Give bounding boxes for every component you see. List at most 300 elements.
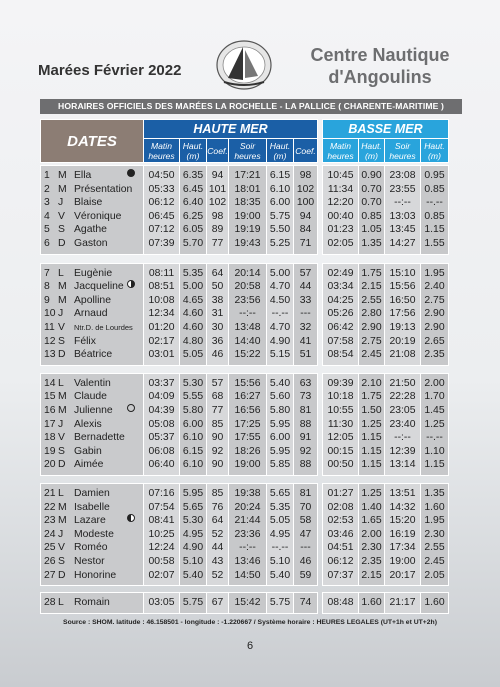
day-letter: L	[58, 377, 64, 389]
hm-matin-height: 6.10	[182, 432, 204, 444]
week-group	[41, 263, 449, 365]
bm-soir-height: 1.70	[424, 391, 445, 403]
bm-soir-height: 2.40	[424, 281, 445, 293]
bm-soir-time: 21:50	[389, 377, 416, 389]
hm-soir-coef-cell	[294, 483, 318, 585]
bm-matin-height: 1.15	[361, 459, 382, 471]
hm-matin-height-cell	[180, 483, 207, 585]
bm-matin-time: 08:48	[327, 597, 354, 609]
hm-soir-coef: 102	[296, 183, 315, 195]
bm-matin-time: 11:30	[327, 418, 354, 430]
day-entry	[44, 280, 143, 294]
hm-matin-height: 5.95	[182, 487, 204, 499]
day-letter: V	[58, 432, 65, 444]
bm-soir-height: 1.60	[424, 501, 445, 513]
day-number: 24	[44, 528, 56, 540]
col-bm-soir: Soir heures	[385, 139, 421, 163]
bm-matin-height-cell	[359, 166, 385, 255]
day-number: 18	[44, 432, 56, 444]
hm-soir-time-cell	[229, 483, 267, 585]
bm-matin-time: 11:34	[327, 183, 354, 195]
hm-matin-coef: 46	[211, 349, 224, 361]
hm-soir-coef: 47	[299, 528, 312, 540]
day-letter: D	[58, 569, 66, 581]
hm-soir-height-cell	[267, 263, 294, 365]
hm-matin-time: 04:39	[148, 404, 175, 416]
bm-soir-time: 19:00	[389, 555, 416, 567]
bm-matin-time-cell	[323, 593, 359, 614]
hm-soir-coef: 44	[299, 281, 312, 293]
hm-soir-height: 5.95	[269, 418, 291, 430]
hm-soir-height: 5.65	[269, 487, 291, 499]
bm-soir-height: 0.85	[424, 210, 445, 222]
moon-phase-icon	[127, 514, 135, 522]
bm-soir-time: 12:39	[389, 445, 416, 457]
bm-matin-height: 1.65	[361, 515, 382, 527]
bm-matin-height: 1.25	[361, 418, 382, 430]
day-number: 2	[44, 183, 50, 195]
hm-matin-time: 01:20	[148, 321, 175, 333]
saint-name: Valentin	[74, 377, 111, 389]
bm-soir-height: 1.95	[424, 515, 445, 527]
hm-soir-time: --:--	[239, 308, 256, 320]
bm-soir-time: 22:28	[389, 391, 416, 403]
week-group	[41, 166, 449, 255]
hm-matin-time: 12:24	[148, 542, 175, 554]
saint-name: Romain	[74, 597, 110, 609]
bm-soir-time: 13:14	[389, 459, 416, 471]
col-bm-soir-haut: Haut. (m)	[421, 139, 449, 163]
bm-matin-height: 2.00	[361, 528, 382, 540]
club-name-line1: Centre Nautique	[310, 45, 450, 65]
hm-soir-height: --.--	[271, 542, 289, 554]
bm-soir-time: 20:17	[389, 569, 416, 581]
hm-soir-time: 16:27	[234, 391, 261, 403]
day-number: 26	[44, 555, 56, 567]
day-number: 20	[44, 459, 56, 471]
bm-matin-time: 10:45	[327, 170, 354, 182]
day-letter: M	[58, 294, 67, 306]
hm-matin-coef: 77	[211, 404, 224, 416]
hm-matin-coef: 50	[211, 281, 224, 293]
bm-matin-time: 01:23	[327, 224, 354, 236]
bm-soir-height: 1.55	[424, 237, 445, 249]
day-entry	[44, 596, 143, 610]
day-letter: S	[58, 335, 65, 347]
saint-name: Julienne	[74, 404, 113, 416]
hm-soir-coef: 58	[299, 515, 312, 527]
hm-matin-time: 06:45	[148, 210, 175, 222]
bm-matin-height: 1.75	[361, 267, 382, 279]
hm-soir-height: 6.00	[269, 197, 291, 209]
hm-soir-time: 19:19	[234, 224, 261, 236]
saint-name: Apolline	[74, 294, 111, 306]
hm-soir-time-cell	[229, 263, 267, 365]
bm-soir-time-cell	[385, 166, 421, 255]
hm-soir-height: 5.75	[269, 210, 291, 222]
hm-matin-height: 5.35	[182, 267, 204, 279]
hm-soir-height: 5.60	[269, 391, 291, 403]
tide-table	[40, 119, 449, 614]
saint-name: Nestor	[74, 555, 105, 567]
hm-matin-time: 07:39	[148, 237, 175, 249]
saint-name: Isabelle	[74, 501, 110, 513]
week-group	[41, 593, 449, 614]
bm-soir-time: 21:17	[389, 597, 416, 609]
day-entry	[44, 569, 143, 583]
hm-matin-height: 6.10	[182, 459, 204, 471]
day-entry	[44, 458, 143, 472]
hm-matin-coef: 102	[208, 197, 227, 209]
bm-soir-time: 15:10	[389, 267, 416, 279]
hm-soir-time: --:--	[239, 542, 256, 554]
day-letter: J	[58, 197, 64, 209]
bm-matin-time: 04:25	[327, 294, 354, 306]
hm-soir-time: 20:14	[234, 267, 261, 279]
week-group	[41, 483, 449, 585]
hm-matin-height: 4.90	[182, 542, 204, 554]
bm-soir-height: 2.90	[424, 321, 445, 333]
hm-matin-time: 03:37	[148, 377, 175, 389]
hm-soir-height: 5.35	[269, 501, 291, 513]
day-entry	[44, 445, 143, 459]
day-entry	[44, 223, 143, 237]
bm-matin-height: 2.30	[361, 542, 382, 554]
bm-soir-time: 17:34	[389, 542, 416, 554]
hm-matin-time: 05:33	[148, 183, 175, 195]
bm-matin-time: 01:27	[327, 487, 354, 499]
day-entry	[44, 196, 143, 210]
bm-matin-height: 0.85	[361, 210, 382, 222]
day-entry	[44, 348, 143, 362]
hm-soir-coef: 51	[299, 349, 312, 361]
hm-matin-height-cell	[180, 593, 207, 614]
bm-soir-height: 2.55	[424, 542, 445, 554]
hm-matin-time: 04:50	[148, 170, 175, 182]
bm-soir-height: 1.95	[424, 267, 445, 279]
bm-soir-height-cell	[421, 483, 449, 585]
hm-soir-height: 5.95	[269, 445, 291, 457]
hm-matin-time-cell	[144, 593, 180, 614]
week-group	[41, 373, 449, 475]
hm-soir-height: 5.40	[269, 377, 291, 389]
hm-soir-coef: 73	[299, 391, 312, 403]
bm-matin-height-cell	[359, 263, 385, 365]
hm-matin-time: 02:17	[148, 335, 175, 347]
saint-name: Ella	[74, 170, 92, 182]
bm-matin-height: 2.15	[361, 281, 382, 293]
bm-soir-time: 16:50	[389, 294, 416, 306]
bm-matin-time: 02:08	[327, 501, 354, 513]
day-letter: S	[58, 224, 65, 236]
hm-matin-coef: 67	[211, 597, 224, 609]
bm-matin-height: 2.45	[361, 349, 382, 361]
bm-soir-height: 1.45	[424, 404, 445, 416]
day-number: 27	[44, 569, 56, 581]
bm-soir-height: 2.65	[424, 335, 445, 347]
day-letter: M	[58, 404, 67, 416]
hm-soir-time: 13:46	[234, 555, 261, 567]
hm-soir-coef: ---	[300, 542, 311, 554]
hm-soir-coef: 88	[299, 459, 312, 471]
hm-matin-time: 07:54	[148, 501, 175, 513]
hm-soir-height: --.--	[271, 308, 289, 320]
saint-name: Ntr.D. de Lourdes	[74, 322, 133, 332]
bm-matin-time-cell	[323, 263, 359, 365]
hm-matin-height: 6.25	[182, 210, 204, 222]
bm-matin-time: 02:49	[327, 267, 354, 279]
hm-soir-coef: 98	[299, 170, 312, 182]
day-letter: S	[58, 445, 65, 457]
bm-soir-time: 23:08	[389, 170, 416, 182]
hm-matin-coef: 89	[211, 224, 224, 236]
day-entry	[44, 307, 143, 321]
day-number: 23	[44, 515, 56, 527]
hm-soir-coef: 100	[296, 197, 315, 209]
hm-soir-time: 14:50	[234, 569, 261, 581]
bm-soir-height: 1.10	[424, 445, 445, 457]
hm-soir-height: 4.90	[269, 335, 291, 347]
bm-soir-height: 1.60	[424, 597, 445, 609]
hm-soir-time: 19:43	[234, 237, 261, 249]
bm-matin-time: 07:58	[327, 335, 354, 347]
hm-matin-height: 5.10	[182, 555, 204, 567]
bm-soir-height: 2.00	[424, 377, 445, 389]
hm-soir-time: 18:35	[234, 197, 261, 209]
hm-matin-coef-cell	[207, 593, 229, 614]
bm-matin-time: 00:40	[327, 210, 354, 222]
day-entry	[44, 487, 143, 501]
hm-soir-height-cell	[267, 166, 294, 255]
hm-matin-height: 6.15	[182, 445, 204, 457]
hm-matin-coef: 57	[211, 377, 224, 389]
hm-matin-coef: 43	[211, 555, 224, 567]
hm-matin-time: 08:11	[148, 267, 175, 279]
day-entry	[44, 237, 143, 251]
banner: HORAIRES OFFICIELS DES MARÉES LA ROCHELLE - LA PALLICE ( CHARENTE-MARITIME )	[40, 99, 462, 114]
hm-matin-time: 12:34	[148, 308, 175, 320]
hm-soir-time: 19:00	[234, 459, 261, 471]
hm-matin-coef: 94	[211, 170, 224, 182]
hm-matin-time: 04:09	[148, 391, 175, 403]
bm-soir-time: 23:05	[389, 404, 416, 416]
day-letter: V	[58, 210, 65, 222]
bm-matin-time: 02:53	[327, 515, 354, 527]
bm-matin-height: 1.05	[361, 224, 382, 236]
hm-matin-height: 4.95	[182, 528, 204, 540]
bm-matin-height: 0.70	[361, 183, 382, 195]
day-letter: M	[58, 391, 67, 403]
hm-matin-height-cell	[180, 166, 207, 255]
bm-matin-height: 2.15	[361, 569, 382, 581]
bm-matin-height: 2.90	[361, 321, 382, 333]
bm-matin-time: 06:42	[327, 321, 354, 333]
bm-matin-time: 09:39	[327, 377, 354, 389]
hm-soir-time: 20:58	[234, 281, 261, 293]
page-number: 6	[246, 640, 254, 652]
hm-matin-coef: 92	[211, 445, 224, 457]
source-note: Source : SHOM. latitude : 46.158501 - longitude : -1.220667 / Système horaire : HEURES LEGALES (UT+1h et UT+2h)	[63, 619, 437, 626]
bm-soir-height: 0.85	[424, 183, 445, 195]
hm-matin-height: 5.40	[182, 569, 204, 581]
hm-soir-height: 6.00	[269, 432, 291, 444]
hm-soir-coef-cell	[294, 373, 318, 475]
hm-soir-height-cell	[267, 373, 294, 475]
day-entry	[44, 555, 143, 569]
day-entry	[44, 404, 143, 418]
day-letter: M	[58, 281, 67, 293]
col-hm-matin-haut: Haut. (m)	[180, 139, 207, 163]
bm-matin-height: 1.60	[361, 597, 382, 609]
day-list	[41, 373, 144, 475]
hm-matin-time-cell	[144, 483, 180, 585]
bm-matin-height: 2.75	[361, 335, 382, 347]
saint-name: Aimée	[74, 459, 104, 471]
hm-matin-time-cell	[144, 373, 180, 475]
hm-soir-time: 23:56	[234, 294, 261, 306]
day-entry	[44, 501, 143, 515]
day-number: 5	[44, 224, 50, 236]
hm-soir-coef: 41	[299, 335, 312, 347]
hm-soir-time: 18:26	[234, 445, 261, 457]
hm-matin-coef: 90	[211, 459, 224, 471]
hm-matin-time: 07:16	[148, 487, 175, 499]
bm-soir-height: --.--	[426, 432, 443, 444]
day-entry	[44, 267, 143, 281]
day-letter: J	[58, 528, 64, 540]
day-number: 10	[44, 308, 56, 320]
bm-soir-height-cell	[421, 263, 449, 365]
day-list	[41, 166, 144, 255]
hm-soir-coef: 71	[299, 237, 312, 249]
hm-soir-coef: 94	[299, 210, 312, 222]
hm-matin-time: 08:51	[148, 281, 175, 293]
day-number: 1	[44, 170, 50, 182]
day-entry	[44, 541, 143, 555]
hm-soir-time: 17:25	[234, 418, 261, 430]
bm-matin-time: 03:46	[327, 528, 354, 540]
bm-soir-time-cell	[385, 593, 421, 614]
hm-soir-height: 4.95	[269, 528, 291, 540]
day-number: 8	[44, 281, 50, 293]
bm-matin-height: 2.10	[361, 377, 382, 389]
hm-matin-time-cell	[144, 166, 180, 255]
bm-soir-time: 14:27	[389, 237, 416, 249]
day-entry	[44, 210, 143, 224]
bm-soir-time: 13:45	[389, 224, 416, 236]
day-entry	[44, 431, 143, 445]
hm-matin-coef: 85	[211, 487, 224, 499]
day-number: 19	[44, 445, 56, 457]
hm-matin-height: 4.60	[182, 321, 204, 333]
hm-soir-height: 5.80	[269, 404, 291, 416]
hm-soir-time: 21:44	[234, 515, 261, 527]
hm-matin-coef: 68	[211, 391, 224, 403]
day-letter: S	[58, 555, 65, 567]
col-hm-matin: Matin heures	[144, 139, 180, 163]
bm-soir-height: 0.95	[424, 170, 445, 182]
hm-soir-time: 17:21	[234, 170, 261, 182]
bm-matin-time: 00:15	[327, 445, 354, 457]
bm-soir-height: --.--	[426, 197, 443, 209]
hm-soir-coef: 32	[299, 321, 312, 333]
hm-matin-time: 08:41	[148, 515, 175, 527]
basse-mer-header: BASSE MER	[323, 120, 449, 139]
hm-soir-time: 15:56	[234, 377, 261, 389]
hm-matin-coef: 77	[211, 237, 224, 249]
day-letter: J	[58, 418, 64, 430]
bm-soir-time: 23:55	[389, 183, 416, 195]
hm-soir-time-cell	[229, 593, 267, 614]
bm-matin-time: 04:51	[327, 542, 354, 554]
day-number: 7	[44, 267, 50, 279]
bm-matin-time: 02:05	[327, 237, 354, 249]
hm-soir-coef: 91	[299, 432, 312, 444]
bm-matin-height: 1.25	[361, 487, 382, 499]
day-entry	[44, 514, 143, 528]
saint-name: Roméo	[74, 542, 108, 554]
day-number: 28	[44, 597, 56, 609]
saint-name: Gaston	[74, 237, 108, 249]
saint-name: Modeste	[74, 528, 114, 540]
hm-matin-height: 5.30	[182, 377, 204, 389]
day-number: 22	[44, 501, 56, 513]
hm-matin-height: 5.00	[182, 281, 204, 293]
hm-matin-coef: 44	[211, 542, 224, 554]
hm-soir-coef: 46	[299, 555, 312, 567]
bm-soir-height: 1.25	[424, 418, 445, 430]
day-letter: J	[58, 308, 64, 320]
bm-soir-time-cell	[385, 483, 421, 585]
hm-soir-height: 5.15	[269, 349, 291, 361]
hm-soir-height: 5.50	[269, 224, 291, 236]
hm-matin-height: 6.45	[182, 183, 204, 195]
day-number: 6	[44, 237, 50, 249]
saint-name: Jacqueline	[74, 281, 124, 293]
day-letter: M	[58, 515, 67, 527]
bm-matin-height: 2.55	[361, 294, 382, 306]
bm-soir-height: 2.90	[424, 308, 445, 320]
hm-matin-height: 4.65	[182, 294, 204, 306]
bm-soir-height-cell	[421, 373, 449, 475]
hm-matin-coef: 64	[211, 515, 224, 527]
bm-matin-time-cell	[323, 483, 359, 585]
saint-name: Présentation	[74, 183, 133, 195]
hm-matin-height-cell	[180, 373, 207, 475]
hm-matin-height: 5.70	[182, 237, 204, 249]
hm-matin-coef-cell	[207, 263, 229, 365]
day-entry	[44, 390, 143, 404]
hm-matin-height-cell	[180, 263, 207, 365]
saint-name: Béatrice	[74, 349, 113, 361]
hm-matin-height: 5.30	[182, 515, 204, 527]
hm-matin-coef: 90	[211, 432, 224, 444]
day-entry	[44, 418, 143, 432]
saint-name: Félix	[74, 335, 96, 347]
bm-soir-time: 14:32	[389, 501, 416, 513]
bm-matin-height: 1.40	[361, 501, 382, 513]
hm-matin-time-cell	[144, 263, 180, 365]
bm-matin-height: 2.35	[361, 555, 382, 567]
bm-matin-time: 07:37	[327, 569, 354, 581]
hm-matin-height: 6.00	[182, 418, 204, 430]
saint-name: Gabin	[74, 445, 102, 457]
hm-soir-coef: 74	[299, 597, 312, 609]
hm-soir-height: 4.70	[269, 321, 291, 333]
hm-soir-coef: 63	[299, 377, 312, 389]
bm-matin-height-cell	[359, 373, 385, 475]
bm-soir-time: 23:40	[389, 418, 416, 430]
